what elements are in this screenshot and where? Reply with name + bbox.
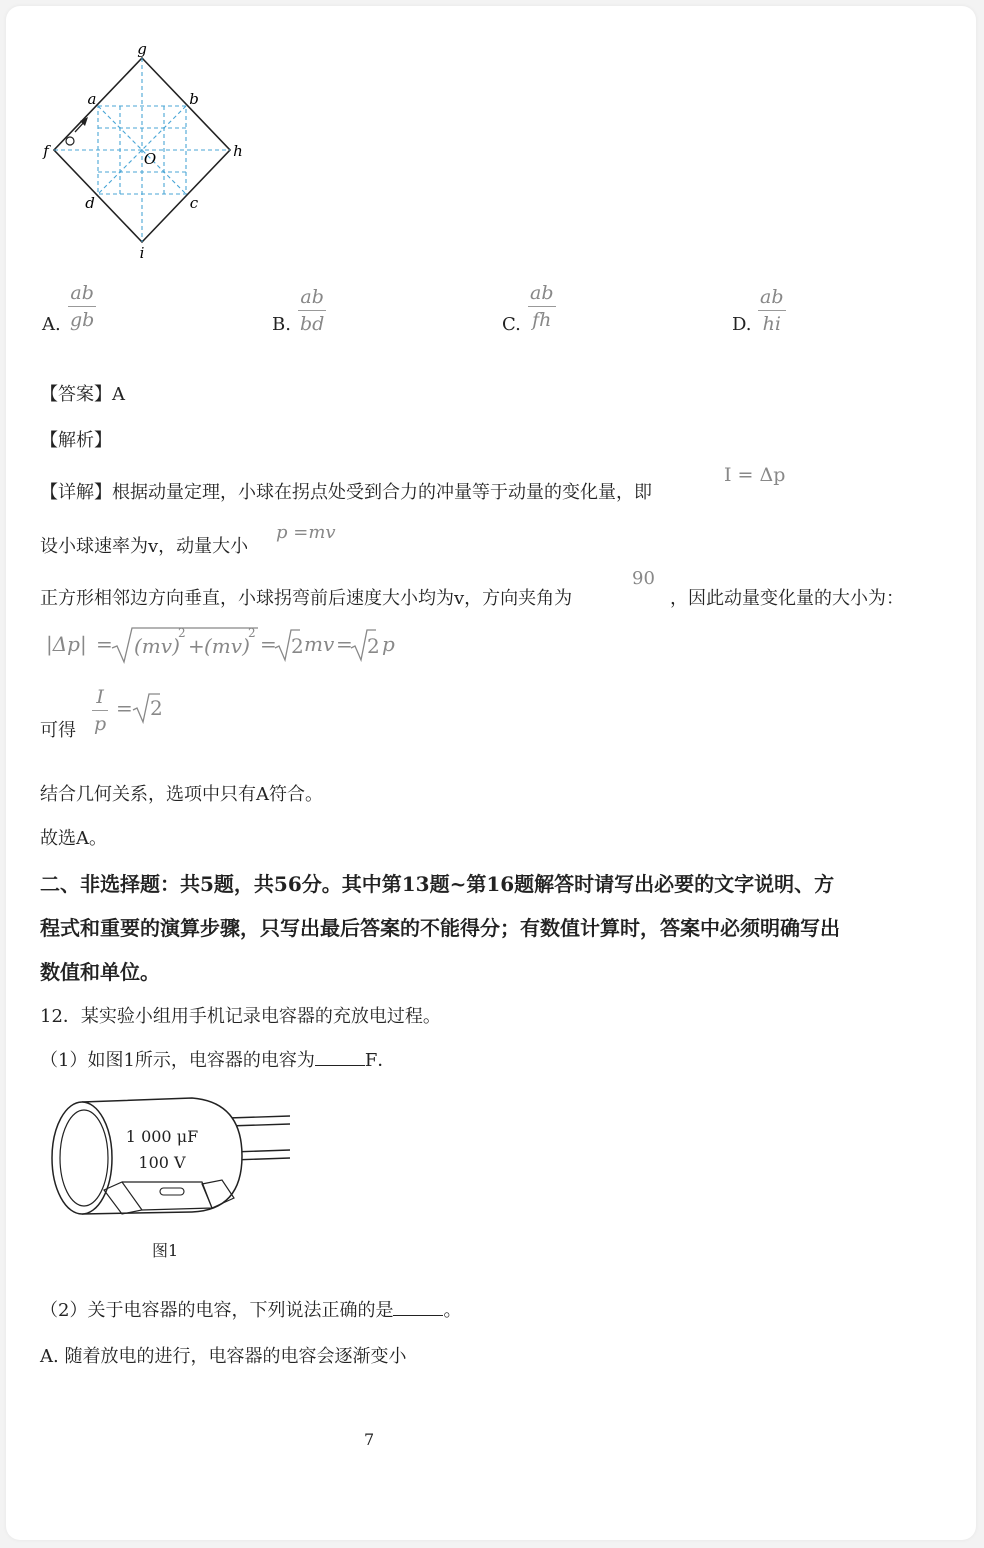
q12-sub2-post: 。 <box>443 1300 462 1321</box>
ratio-numerator: I <box>96 686 104 708</box>
speed-line: 设小球速率为v，动量大小 <box>40 536 249 557</box>
q12-sub1-blank <box>315 1051 365 1066</box>
angle-line-text2: ，因此动量变化量的大小为： <box>670 588 904 609</box>
option-b-fraction <box>298 286 326 335</box>
figure1-caption: 图1 <box>152 1241 179 1260</box>
option-c-denominator: fh <box>532 309 552 331</box>
angle-line-text1: 正方形相邻边方向垂直，小球拐弯前后速度大小均为v，方向夹角为 <box>40 588 573 609</box>
option-a-denominator: gb <box>70 309 95 331</box>
square-diagram <box>36 42 256 264</box>
q12-sub2-blank <box>393 1301 443 1316</box>
detail-tag: 【详解】 <box>40 482 112 503</box>
ratio-denominator: p <box>94 713 107 735</box>
section2-line1: 二、非选择题：共5题，共56分。其中第13题~第16题解答时请写出必要的文字说明、方 <box>40 872 835 896</box>
option-d-numerator: ab <box>760 286 784 308</box>
option-c-numerator: ab <box>530 282 554 304</box>
option-a-label: A. <box>42 314 61 335</box>
option-a-fraction <box>68 282 96 331</box>
option-b-label: B. <box>272 314 291 335</box>
label-g: g <box>137 42 147 58</box>
ratio-root-value: 2 <box>150 696 163 720</box>
eq-mv: mv <box>304 632 335 656</box>
section2-line3: 数值和单位。 <box>40 960 160 984</box>
eq-root-2b: 2 <box>367 634 380 658</box>
eq-p: p <box>382 632 395 656</box>
label-d: d <box>85 194 95 212</box>
analysis-tag: 【解析】 <box>40 430 112 451</box>
q12-sub2 <box>40 1296 461 1322</box>
option-a-numerator: ab <box>70 282 94 304</box>
option-b-numerator: ab <box>300 286 324 308</box>
option-d-label: D. <box>732 314 752 335</box>
detail-text: 根据动量定理，小球在拐点处受到合力的冲量等于动量的变化量，即 <box>112 482 652 503</box>
eq-equal-3: = <box>336 632 353 656</box>
impulse-formula: I = Δp <box>724 464 786 486</box>
capacitor-voltage-label: 100 V <box>138 1153 186 1172</box>
ratio-equal: = <box>116 696 133 720</box>
eq-inner-b: (mv) <box>204 634 250 658</box>
q12-title: 12．某实验小组用手机记录电容器的充放电过程。 <box>40 1006 441 1027</box>
angle-value: 90 <box>632 568 655 589</box>
answer-tag: 【答案】 <box>40 384 112 405</box>
label-i: i <box>139 244 145 262</box>
label-b: b <box>189 90 199 108</box>
q12-sub2-pre: （2）关于电容器的电容，下列说法正确的是 <box>40 1300 394 1321</box>
detail-line <box>40 478 652 504</box>
label-c: c <box>189 194 199 212</box>
eq-sup-a: 2 <box>178 626 186 640</box>
eq-plus: + <box>188 634 205 658</box>
option-b-denominator: bd <box>300 313 325 335</box>
ratio-fraction <box>92 686 108 735</box>
eq-lhs: |Δp| <box>46 632 87 656</box>
eq-root-2a: 2 <box>291 634 304 658</box>
section2-line2: 程式和重要的演算步骤，只写出最后答案的不能得分；有数值计算时，答案中必须明确写出 <box>40 916 840 940</box>
label-h: h <box>233 142 243 160</box>
label-f: f <box>43 142 49 160</box>
answer-line <box>40 380 125 406</box>
eq-inner-a: (mv) <box>134 634 180 658</box>
answer-value: A <box>112 384 125 405</box>
option-c-label: C. <box>502 314 521 335</box>
choose-line: 故选A。 <box>40 828 107 849</box>
q12-sub1-pre: （1）如图1所示，电容器的电容为 <box>40 1050 315 1071</box>
q12-option-a: A. 随着放电的进行，电容器的电容会逐渐变小 <box>40 1346 407 1367</box>
ke-de-prefix: 可得 <box>40 720 76 741</box>
option-c-fraction <box>528 282 556 331</box>
capacitor-figure <box>42 1086 302 1226</box>
option-d-fraction <box>758 286 786 335</box>
eq-equal-1: = <box>96 632 113 656</box>
capacitor-capacitance-label: 1 000 μF <box>125 1127 199 1146</box>
q12-sub1 <box>40 1046 395 1072</box>
q12-sub1-post: F． <box>364 1050 396 1071</box>
document-page <box>6 6 976 1540</box>
option-d-denominator: hi <box>762 313 781 335</box>
label-a: a <box>87 90 97 108</box>
eq-equal-2: = <box>260 632 277 656</box>
label-o: O <box>143 150 157 168</box>
momentum-formula: p =mv <box>276 522 336 543</box>
page-number: 7 <box>364 1430 375 1449</box>
eq-sup-b: 2 <box>248 626 256 640</box>
combine-line: 结合几何关系，选项中只有A符合。 <box>40 784 323 805</box>
